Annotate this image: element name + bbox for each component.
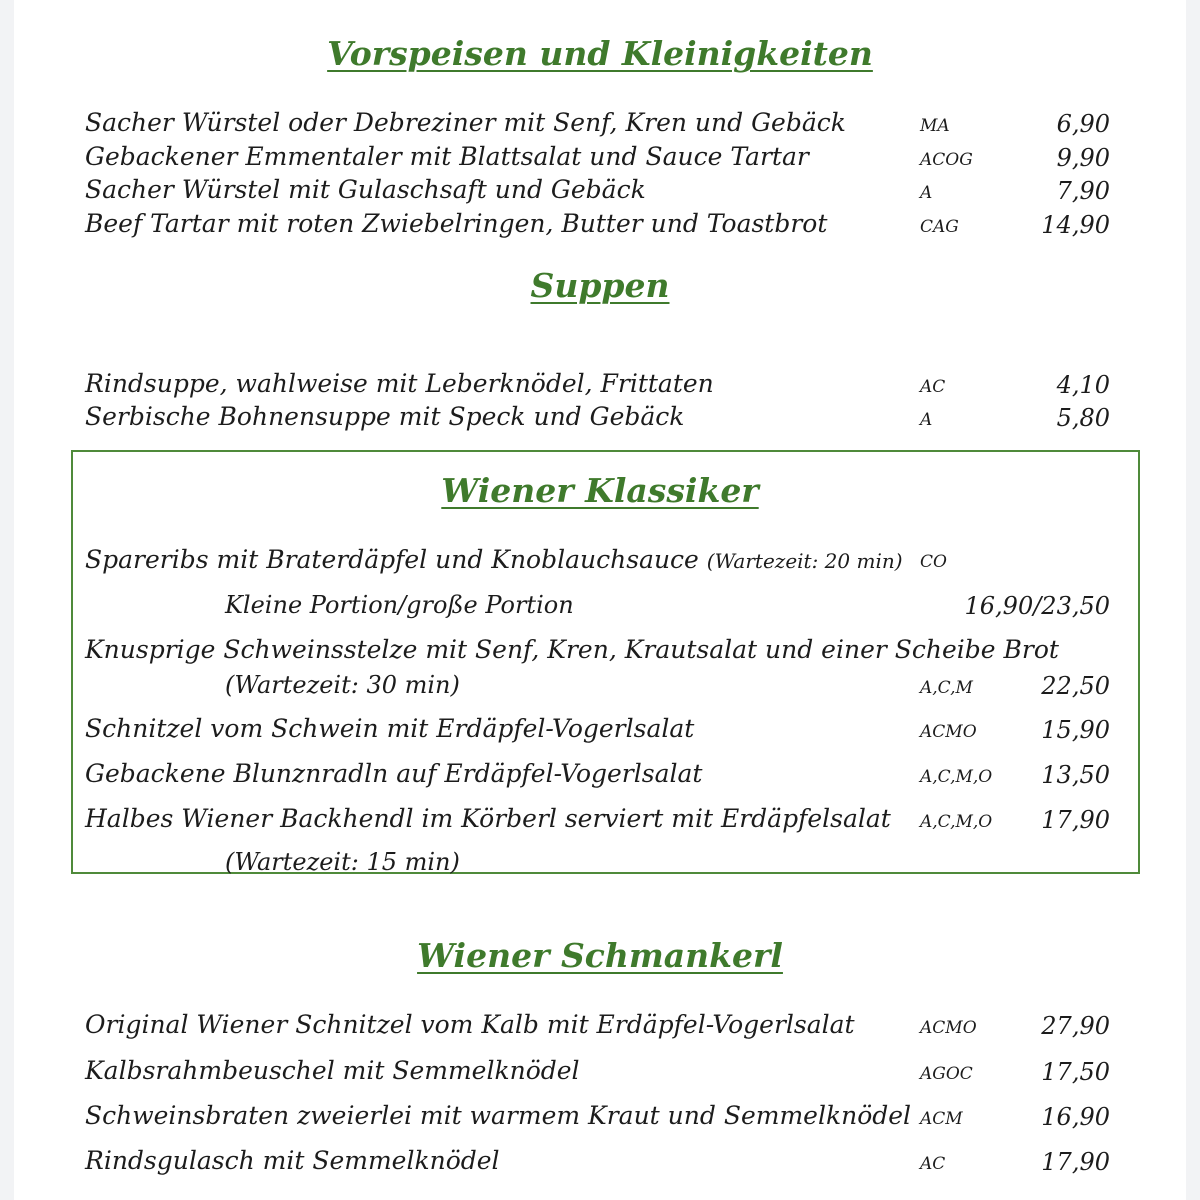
menu-item-name: Rindsgulasch mit Semmelknödel: [85, 1146, 500, 1175]
menu-item-portion: Kleine Portion/große Portion: [225, 591, 574, 619]
section-title-suppen: Suppen: [530, 266, 670, 305]
menu-item-allergens: ACMO: [920, 722, 977, 742]
menu-item-name: [85, 544, 903, 577]
menu-item-allergens: A: [920, 183, 933, 203]
menu-item-allergens: AC: [920, 1154, 946, 1174]
menu-item-name: Gebackene Blunznradln auf Erdäpfel-Vogerlsalat: [85, 759, 703, 788]
menu-item-name: Serbische Bohnensuppe mit Speck und Gebäck: [85, 402, 685, 431]
menu-item-name: Halbes Wiener Backhendl im Körberl serviert mit Erdäpfelsalat: [85, 804, 891, 833]
menu-item-price: 17,90: [1041, 806, 1110, 834]
menu-item-allergens: A,C,M: [920, 678, 973, 698]
menu-item-wait-note: (Wartezeit: 15 min): [225, 848, 460, 876]
menu-item-price: 22,50: [1041, 672, 1110, 700]
menu-item-name: Schweinsbraten zweierlei mit warmem Kraut und Semmelknödel: [85, 1101, 912, 1130]
menu-item-allergens: ACMO: [920, 1018, 977, 1038]
menu-item-name: Beef Tartar mit roten Zwiebelringen, Butter und Toastbrot: [85, 209, 828, 238]
menu-item-name: Original Wiener Schnitzel vom Kalb mit Erdäpfel-Vogerlsalat: [85, 1010, 855, 1039]
section-title-schmankerl: Wiener Schmankerl: [417, 936, 783, 975]
menu-item-price: 17,50: [1041, 1058, 1110, 1086]
menu-item-allergens: ACM: [920, 1109, 963, 1129]
page-edge-right: [1186, 0, 1200, 1200]
menu-item-price: 17,90: [1041, 1148, 1110, 1176]
menu-item-name: Kalbsrahmbeuschel mit Semmelknödel: [85, 1056, 580, 1085]
menu-item-price: 27,90: [1041, 1012, 1110, 1040]
menu-item-price: 14,90: [1041, 211, 1110, 239]
menu-item-wait-note: (Wartezeit: 30 min): [225, 671, 460, 699]
page-edge-left: [0, 0, 14, 1200]
menu-item-name: Knusprige Schweinsstelze mit Senf, Kren, Krautsalat und einer Scheibe Brot: [85, 635, 1059, 664]
section-title-vorspeisen: Vorspeisen und Kleinigkeiten: [327, 34, 873, 73]
menu-item-allergens: MA: [920, 116, 950, 136]
menu-item-name: Schnitzel vom Schwein mit Erdäpfel-Vogerlsalat: [85, 714, 695, 743]
menu-item-allergens: A: [920, 410, 933, 430]
menu-item-name: Sacher Würstel oder Debreziner mit Senf, Kren und Gebäck: [85, 108, 846, 137]
menu-item-price: 15,90: [1041, 716, 1110, 744]
menu-item-price: 4,10: [1056, 371, 1110, 399]
menu-item-allergens: CAG: [920, 217, 959, 237]
menu-item-allergens: A,C,M,O: [920, 767, 993, 787]
menu-item-name-text: Spareribs mit Braterdäpfel und Knoblauchsauce: [85, 545, 699, 574]
menu-item-name: Rindsuppe, wahlweise mit Leberknödel, Frittaten: [85, 369, 714, 398]
menu-item-allergens: AGOC: [920, 1064, 973, 1084]
menu-item-price: 9,90: [1056, 144, 1110, 172]
menu-item-name: Sacher Würstel mit Gulaschsaft und Gebäck: [85, 175, 646, 204]
menu-item-price: 6,90: [1056, 110, 1110, 138]
menu-item-allergens: AC: [920, 377, 946, 397]
menu-item-price: 5,80: [1056, 404, 1110, 432]
menu-item-price: 16,90/23,50: [964, 592, 1110, 620]
menu-item-price: 7,90: [1056, 177, 1110, 205]
menu-item-allergens: A,C,M,O: [920, 812, 993, 832]
menu-item-allergens: ACOG: [920, 150, 973, 170]
menu-item-allergens: CO: [920, 552, 947, 572]
section-title-klassiker: Wiener Klassiker: [441, 471, 759, 510]
menu-item-wait-note: (Wartezeit: 20 min): [706, 549, 903, 573]
menu-item-name: Gebackener Emmentaler mit Blattsalat und Sauce Tartar: [85, 142, 809, 171]
menu-item-price: 13,50: [1041, 761, 1110, 789]
menu-item-price: 16,90: [1041, 1103, 1110, 1131]
